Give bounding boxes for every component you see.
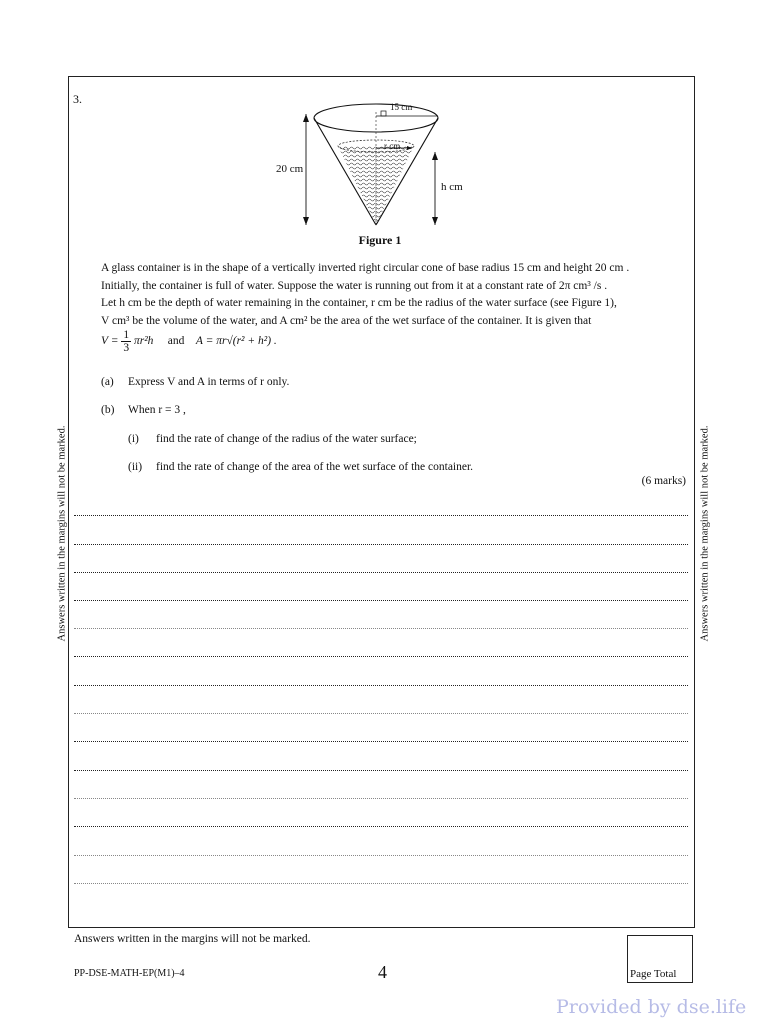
answer-line[interactable] <box>74 883 688 884</box>
part-b-label: (b) <box>101 404 115 416</box>
label-base-radius: 15 cm <box>390 102 413 112</box>
answer-line[interactable] <box>74 656 688 657</box>
formula-v-right: πr²h <box>133 335 154 348</box>
formula-and: and <box>167 335 185 348</box>
page-total-label: Page Total <box>630 968 677 980</box>
answer-line[interactable] <box>74 855 688 856</box>
part-b-i-label: (i) <box>128 433 139 445</box>
formula-a: A = πr√(r² + h²) . <box>195 335 277 348</box>
watermark: Provided by dse.life <box>556 996 747 1018</box>
answer-line[interactable] <box>74 713 688 714</box>
part-b-ii-label: (ii) <box>128 461 143 473</box>
answer-line[interactable] <box>74 628 688 629</box>
given-formulas <box>101 329 277 354</box>
answer-line[interactable] <box>74 826 688 827</box>
text-line: V cm³ be the volume of the water, and A cm² be the area of the wet surface of the container. It is given that <box>101 314 592 327</box>
page-total-box[interactable] <box>627 935 693 983</box>
text-line: Initially, the container is full of water. Suppose the water is running out from it at a constant rate of 2π cm³ /s . <box>101 279 608 292</box>
label-water-radius: r cm <box>384 141 401 151</box>
marks-label: (6 marks) <box>641 475 686 487</box>
answer-line[interactable] <box>74 685 688 686</box>
answer-line[interactable] <box>74 741 688 742</box>
paper-code: PP-DSE-MATH-EP(M1)–4 <box>74 968 185 979</box>
margin-note-left: Answers written in the margins will not be marked. <box>56 425 68 642</box>
part-a-label: (a) <box>101 376 114 388</box>
part-b-ii-text: find the rate of change of the area of the wet surface of the container. <box>156 461 474 473</box>
fraction-one-third: $\frac{1}{3}$ <box>123 329 130 354</box>
answer-line[interactable] <box>74 798 688 799</box>
answer-line[interactable] <box>74 515 688 516</box>
question-number: 3. <box>73 92 82 106</box>
part-a-text: Express V and A in terms of r only. <box>128 376 290 388</box>
part-b-text: When r = 3 , <box>128 404 186 416</box>
answer-line[interactable] <box>74 770 688 771</box>
margin-note-right: Answers written in the margins will not be marked. <box>699 425 711 642</box>
page-number: 4 <box>378 962 387 982</box>
answer-line[interactable] <box>74 572 688 573</box>
formula-v-left: V = <box>101 335 119 348</box>
text-line: Let h cm be the depth of water remaining in the container, r cm be the radius of the water surface (see Figure 1), <box>101 297 617 309</box>
answer-line[interactable] <box>74 544 688 545</box>
footer-note: Answers written in the margins will not be marked. <box>74 933 311 945</box>
figure-caption: Figure 1 <box>358 233 402 247</box>
part-b-i-text: find the rate of change of the radius of the water surface; <box>156 433 417 445</box>
label-depth: h cm <box>441 181 463 193</box>
question-text <box>101 260 690 330</box>
text-line: A glass container is in the shape of a vertically inverted right circular cone of base radius 15 cm and height 20 cm . <box>101 262 630 274</box>
label-total-height: 20 cm <box>276 163 304 175</box>
answer-line[interactable] <box>74 600 688 601</box>
